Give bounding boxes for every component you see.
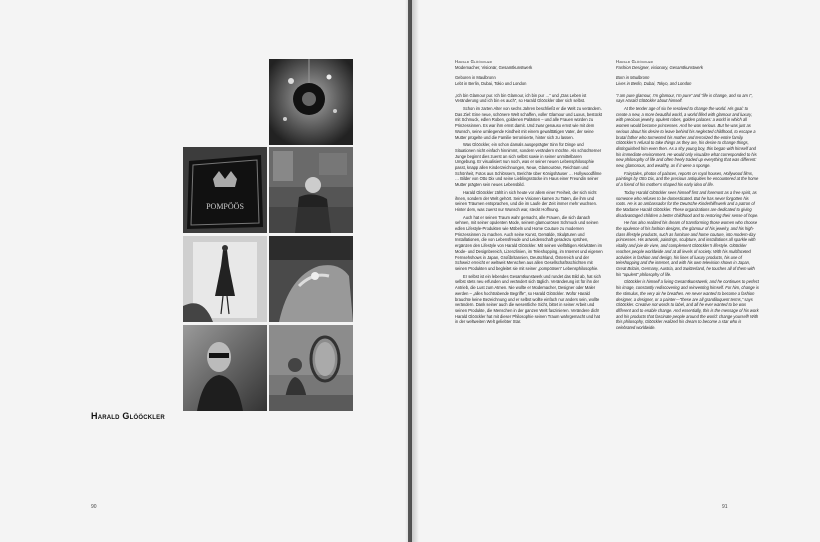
english-bio [616, 75, 760, 86]
photo-interior-mirror [269, 325, 353, 411]
english-paragraph: At the tender age of six he resolved to change the world. His goal: to create a new, a more beautiful world, a world filled with glamour and luxury, with precious jewelry, opulent robes, golden palaces: a world in which all women would become princesses. And he was serious. But he was just as serious about his desire to leave behind his neglected childhood, to escape a brutal father who tormented his mother and terrorized the entire family. Glööckler’s refusal to take things as they are, his desire to change things, distinguished him even then. As a shy young boy, this began with himself and his immediate environment. He would only visualize what corresponded to his new philosophy of life and often freely traded up everything that was different: new, glamorous, and wealthy, as if it were a sponge. [616, 106, 757, 169]
page-number-left: 90 [91, 504, 97, 510]
page-number-right: 91 [722, 504, 728, 510]
right-page [412, 0, 820, 542]
english-name: Harald Glööckler [616, 59, 653, 64]
german-role: Modemacher, Visionär, Gesamtkunstwerk [455, 64, 533, 70]
section-title: Harald Glööckler [91, 411, 165, 421]
german-paragraph: Schon im zarten Alter von sechs Jahren beschließt er die Welt zu verändern. Das Ziel: Eine neue, schönere Welt schaffen, voller Glamour und Luxus, bestückt mit Schmuck, edlen Roben, goldenen Palästen – und alle Frauen würden zu Prinzessinnen. Es war ihm ernst damit. Und zwar genauso ernst wie mit dem Wunsch, seine umliegende Kindheit mit einem gewalttätigen Vater, der seine Mutter prügelte und die Familie terrorisierte, hinter sich zu lassen. [455, 106, 603, 140]
left-page [0, 0, 408, 542]
english-paragraph: “I am pure glamour, I’m glamour, I’m pure” and “life is change, and so am I”, says Harald Glööckler about himself. [616, 92, 753, 104]
photo-chandelier [269, 59, 353, 145]
german-header [455, 59, 604, 70]
german-paragraph: „Ich bin Glamour pur. Ich bin Glamour, ich bin pur …“ und „Das Leben ist Veränderung und ich bin es auch“, so Harald Glööckler über sich selbst. [455, 92, 587, 104]
german-bio [455, 75, 604, 86]
photo-portrait-sunglasses [183, 325, 267, 411]
german-lives: Lebt in Berlin, Dubai, Tokio und London [455, 80, 527, 86]
english-lives: Lives in Berlin, Dubai, Tokyo, and London [616, 80, 692, 86]
english-paragraph: Today Harald Glööckler sees himself first and foremost as a free spirit, as someone who refuses to be domesticated. But he has never forgotten his roots. He is an ambassador for the Deutsche Kinderhilfswerk and a patron of the Madame Harald Glööckler. These organizations are dedicated to giving disadvantaged children a better childhood and to restoring their sense of hope. [616, 189, 759, 218]
english-paragraph: He has also realized his dream of transforming those women who choose the opulence of his fashion designs, the glamour of his jewelry, and his high-class lifestyle products, such as furniture and home couture, into modern-day princesses. His artwork, paintings, sculpture, and installations all sparkle with vitality and joie de vivre, and complement Glööckler’s lifestyle. Glööckler reaches people worldwide and at all levels of society. With his multifaceted activities in fashion and design, his lines of luxury products, his use of teleshopping and the internet, and with his own television shows in Japan, Great Britain, Germany, Austria, and Switzerland, he touches all of them with his “opulent” philosophy of life. [616, 220, 758, 277]
photo-designer-workshop [269, 147, 353, 233]
german-paragraph: Er selbst ist ein lebendes Gesamtkunstwerk und rundet das Bild ab, hat sich selbst stets neu erfunden und verändert sich täglich. Veränderung ist für ihn der Antrieb, die Lust zum Atmen. Nie wollte er Modemacher, Designer oder Maler werden – „alles hochtrabende Begriffe“, so Harald Glööckler. Wofür Harald brauchte keine Bezeichnung und er selbst wollte einfach nur anders sein, wollte verändern. Dank seiner auch die wesentliche Sicht, bittet in seiner Arbeit und seinen Produkte, die Menschen in der ganzen Welt faszinieren. Verändere dich! Harald Glööckler hat mit dieser Philosophie seinen Traum wahrgemacht und hat in der weltweiten Welt geliebter Star. [455, 273, 601, 325]
english-born: Born in Maulbronn [616, 75, 650, 81]
photo-hand-jewelry [269, 236, 353, 322]
german-born: Geboren in Maulbronn [455, 75, 496, 81]
photo-fashion-sketch [183, 236, 267, 322]
english-column [616, 59, 760, 333]
photo-pompoos-pillow [183, 147, 267, 233]
german-column [455, 59, 604, 327]
english-role: Fashion Designer, visionary, Gesamtkunstwerk [616, 64, 703, 70]
german-paragraph: Harald Glööckler zählt in sich heute vor allem einer Freiheit, der sich nicht ihnen, sondern der Welt gehört. Seine Visionen kamen zu Taten, die ihm und seinen Träumen entsprachen, und die im Laufe der Zeit immer mehr wuchsen. Hinter dem, was zuerst nur Wunsch war, steckt Hoffnung. [455, 189, 597, 212]
english-paragraph: Glööckler is himself a living Gesamtkunstwerk, and he continues to perfect his image, constantly rediscovering and reinventing himself. For him, change is the stimulus, the very air he breathes. He never wanted to become a fashion designer, a designer, or a painter—“these are all grandiloquent terms,” says Glööckler. Creative not words to label, and all he ever wanted to be was different and to enable change. And essentially, this is the message of his work and his products that fascinate people around the world: change yourself! With this philosophy, Glööckler realized his dream to become a star who is celebrated worldwide. [616, 279, 759, 331]
german-name: Harald Glööckler [455, 59, 492, 64]
pillow-logo-text: POMPÖÖS [206, 202, 244, 211]
book-gutter [405, 0, 419, 542]
german-paragraph: Was Glööckler, ein schon damals ausgeprägter Sinn für Dinge und Situationen nicht einfach hinnimmt, sondern verändern möchte. Als schüchterner Junge beginnt dies zuerst an sich selbst sowie in seiner unmittelbaren Umgebung. Er visualisiert nun noch, was er seiner neuen Lebensphilosophie passt, knapp allen Kinderzeichnungen, Neue, Glamouröse, Reichtum und Schönheit, Fotos aus Schlössern, Berichte über Königshäuser … Hollywoodfilme … Bilder von Otto Dix und seine Lieblingsstücke im Haus einer Freundin seiner Mutter prägten sein neues Lebensbild. [455, 142, 602, 188]
english-paragraph: Fairytales, photos of palaces, reports on royal houses, Hollywood films, paintings by Otto Dix, and the precious antiquities he encountered at the home of a friend of his mother’s shaped his early idea of life. [616, 170, 759, 188]
english-header [616, 59, 760, 70]
german-paragraph: Auch hat er seinen Traum wahr gemacht, alle Frauen, die sich danach sehnen, mit seiner opulenten Mode, seinem glamourösen Schmuck und seinen edlen Lifestyle-Produkten wie Möbeln und Home Couture zu modernen Prinzessinnen zu machen. Auch seine Kunst, Gemälde, Skulpturen und Installationen, die von Lebensfreude und Leidenschaft geradezu sprühen, ergänzen den Lifestyle von Harald Glööckler. Mit seinen vielfältigen Aktivitäten im Mode- und Designbereich, Lizenzlinien, im Teleshopping, im Internet und eigenen Fernsehshows in Japan, Großbritannien, Deutschland, Österreich und der Schweiz erreicht er weltweit Menschen aus allen Gesellschaftsschichten mit seinen Produkten und begleitet sie mit seiner „pompöösen“ Lebensphilosophie. [455, 214, 603, 271]
